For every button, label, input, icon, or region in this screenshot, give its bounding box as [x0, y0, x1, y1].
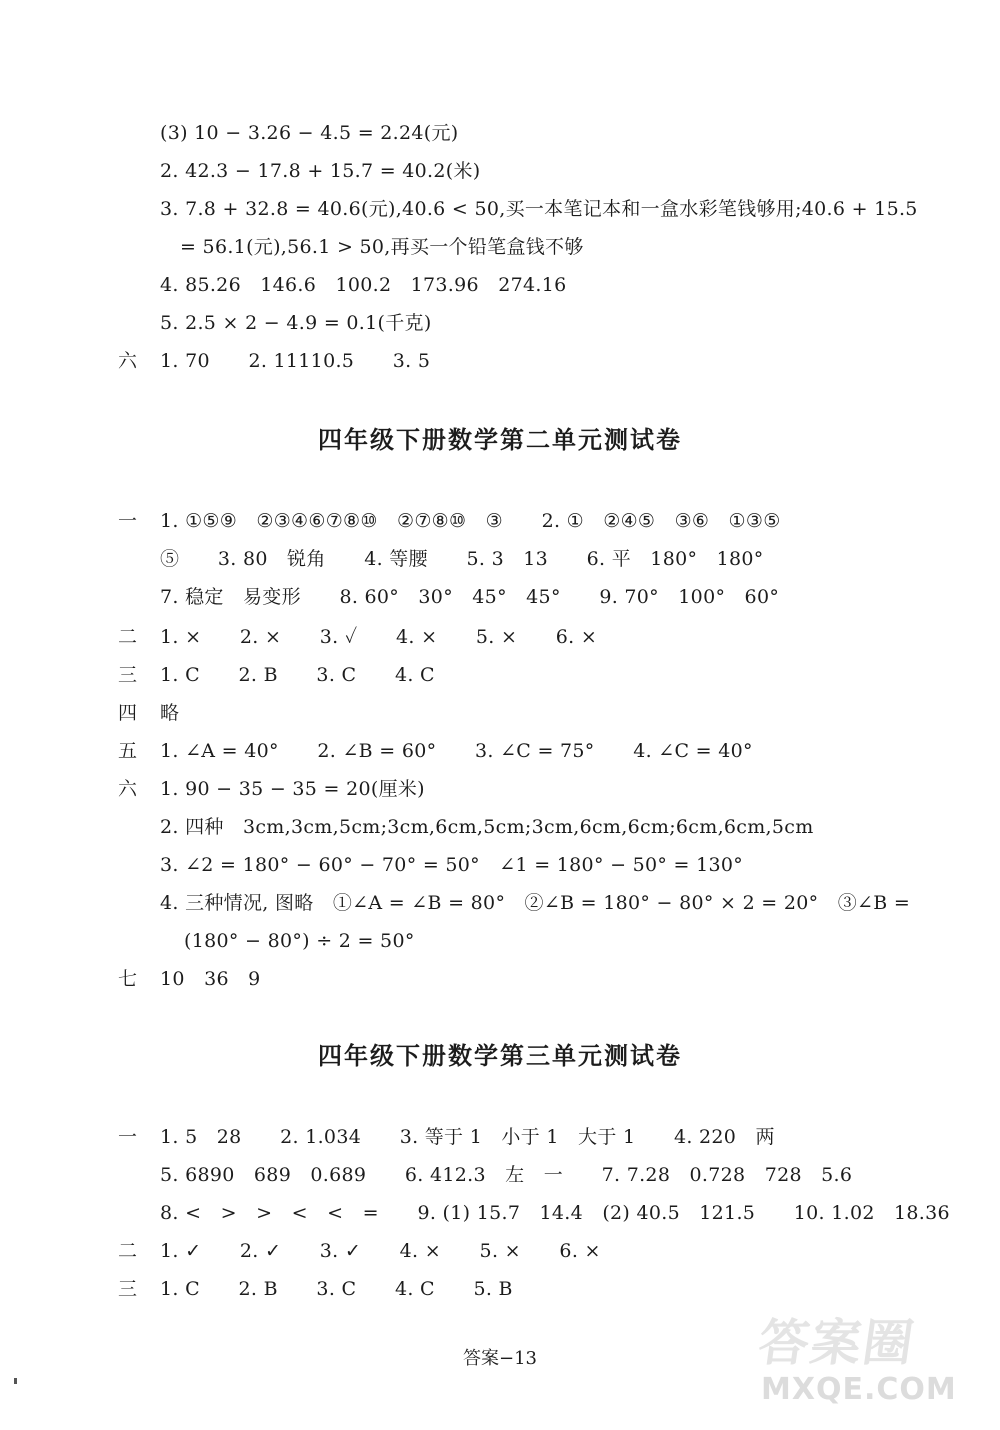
watermark-logo	[753, 1314, 978, 1414]
section-number: 四	[118, 702, 138, 724]
answer-line: 3. ∠2 = 180° − 60° − 70° = 50° ∠1 = 180° − 50° = 130°	[160, 854, 744, 876]
answer-line: 1. 70 2. 11110.5 3. 5	[160, 350, 431, 372]
answer-line: (180° − 80°) ÷ 2 = 50°	[184, 930, 415, 952]
section-number: 六	[118, 350, 138, 372]
section-number: 六	[118, 778, 138, 800]
section-number: 五	[118, 740, 138, 762]
answer-line: 略	[160, 702, 180, 724]
section-number: 三	[118, 664, 138, 686]
answer-line: 1. 90 − 35 − 35 = 20(厘米)	[160, 778, 425, 800]
section-number: 二	[118, 1240, 138, 1262]
watermark-en: MXQE.COM	[761, 1372, 957, 1407]
page-number: 答案−13	[463, 1348, 537, 1369]
watermark-cn: 答案圈	[754, 1314, 920, 1372]
answer-line: 1. ①⑤⑨ ②③④⑥⑦⑧⑩ ②⑦⑧⑩ ③ 2. ① ②④⑤ ③⑥ ①③⑤	[160, 510, 781, 532]
section-number: 一	[118, 510, 138, 532]
answer-line: 1. × 2. × 3. ✓ 4. × 5. × 6. ×	[160, 626, 598, 648]
answer-line: (3) 10 − 3.26 − 4.5 = 2.24(元)	[160, 122, 459, 144]
answer-line: 5. 2.5 × 2 − 4.9 = 0.1(千克)	[160, 312, 432, 334]
section-number: 一	[118, 1126, 138, 1148]
answer-line: 1. C 2. B 3. C 4. C	[160, 664, 435, 686]
answer-line: = 56.1(元),56.1 > 50,再买一个铅笔盒钱不够	[180, 236, 584, 258]
answer-line: 1. 5 28 2. 1.034 3. 等于 1 小于 1 大于 1 4. 220 两	[160, 1126, 775, 1148]
answer-line: 2. 42.3 − 17.8 + 15.7 = 40.2(米)	[160, 160, 481, 182]
answer-line: ⑤ 3. 80 锐角 4. 等腰 5. 3 13 6. 平 180° 180°	[160, 548, 764, 570]
unit3-title: 四年级下册数学第三单元测试卷	[318, 1042, 682, 1070]
answer-line: 5. 6890 689 0.689 6. 412.3 左 一 7. 7.28 0.728 728 5.6	[160, 1164, 853, 1186]
answer-line: 1. ∠A = 40° 2. ∠B = 60° 3. ∠C = 75° 4. ∠C = 40°	[160, 740, 753, 762]
section-number: 二	[118, 626, 138, 648]
answer-line: 1. C 2. B 3. C 4. C 5. B	[160, 1278, 513, 1300]
answer-line: 7. 稳定 易变形 8. 60° 30° 45° 45° 9. 70° 100° 60°	[160, 586, 780, 608]
answer-line: 3. 7.8 + 32.8 = 40.6(元),40.6 < 50,买一本笔记本和一盒水彩笔钱够用;40.6 + 15.5	[160, 198, 918, 220]
scan-mark	[14, 1378, 17, 1384]
answer-line: 4. 三种情况, 图略 ①∠A = ∠B = 80° ②∠B = 180° − 80° × 2 = 20° ③∠B =	[160, 892, 911, 914]
answer-line: 1. ✓ 2. ✓ 3. ✓ 4. × 5. × 6. ×	[160, 1240, 601, 1262]
answer-line: 8. < > > < < = 9. (1) 15.7 14.4 (2) 40.5 121.5 10. 1.02 18.36	[160, 1202, 950, 1224]
unit2-title: 四年级下册数学第二单元测试卷	[318, 426, 682, 454]
answer-line: 2. 四种 3cm,3cm,5cm;3cm,6cm,5cm;3cm,6cm,6cm;6cm,6cm,5cm	[160, 816, 814, 838]
section-number: 七	[118, 968, 138, 990]
section-number: 三	[118, 1278, 138, 1300]
answer-line: 10 36 9	[160, 968, 261, 990]
answer-line: 4. 85.26 146.6 100.2 173.96 274.16	[160, 274, 567, 296]
